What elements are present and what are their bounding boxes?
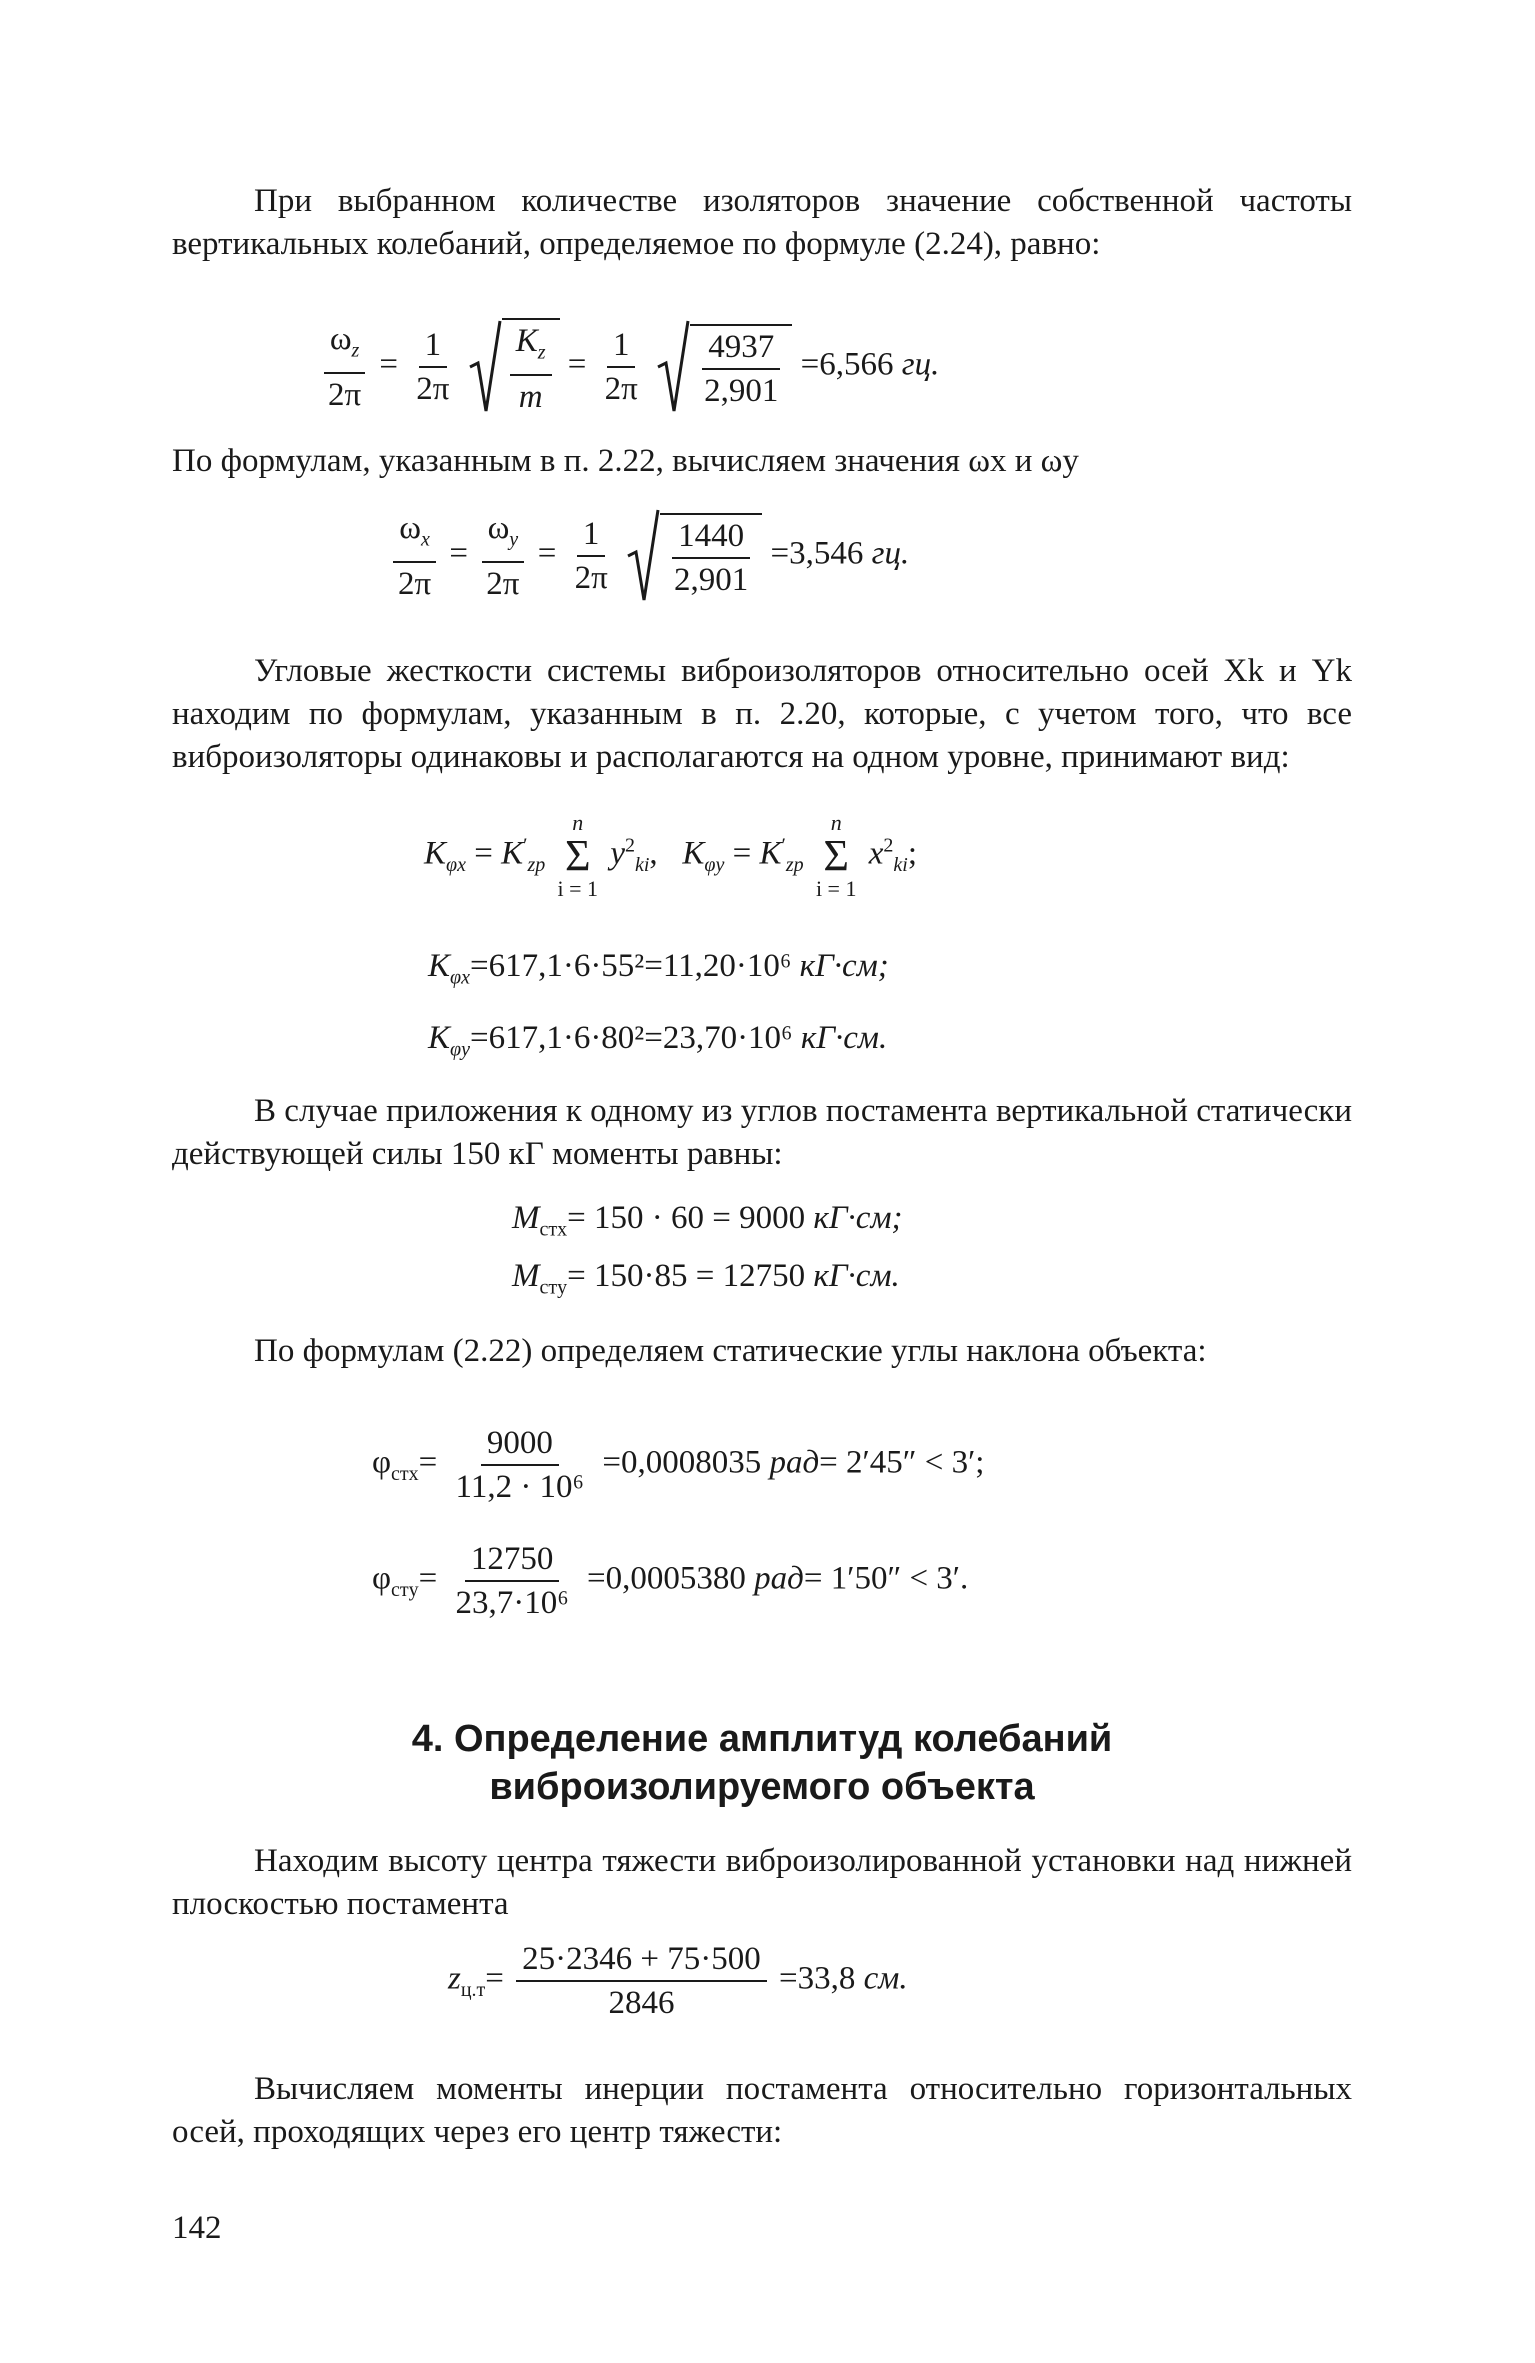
equation-moment-y: $M_{стy}= 150\cdot 85 = 12750$ кГ·см. [512, 1258, 900, 1299]
equation-horizontal-frequency: $\frac{\omega_x}{2\pi}$ = $\frac{\omega_y}{2\pi}$ = $\frac{1}{2\pi}$ $\frac{1440}{2,901}$ =3,546 гц. [388, 508, 909, 604]
equation-stiffness-formulas: $K_{\varphi x} = K'_{zp}$ n Σ i = 1 $y^2_{ki}$, $K_{\varphi y} = K'_{zp}$ n Σ i = 1 $x^2_{ki}$; [424, 810, 917, 901]
radical-sign: $\frac{K_z}{m}$ [468, 318, 560, 416]
paragraph-angular-stiffness: Угловые жесткости системы виброизоляторов относительно осей Xk и Yk находим по формулам, указанным в п. 2.20, которые, с учетом того, что все виброизоляторы одинаковы и располагаются на одном уровне, принимают вид: [172, 653, 1352, 775]
section-heading: 4. Определение амплитуд колебаний виброизолируемого объекта [411, 1718, 1113, 1808]
radical-sign: $\frac{4937}{2,901}$ [656, 319, 792, 415]
paragraph-center-of-gravity: Находим высоту центра тяжести виброизолированной установки над нижней плоскостью постамента [172, 1843, 1352, 1922]
equation-k-phi-y: $K_{\varphi y}=617,1\cdot 6\cdot 80^2=23,70\cdot 10^6$ кГ·см. [428, 1020, 888, 1061]
paragraph-omega-values: По формулам, указанным в п. 2.22, вычисляем значения ωx и ωy [172, 443, 1079, 479]
paragraph-natural-frequency: При выбранном количестве изоляторов значение собственной частоты вертикальных колебаний, определяемое по формуле (2.24), равно: [172, 183, 1352, 262]
equation-center-height: $z_{ц.т}=$ $\frac{25\cdot 2346 + 75\cdot 500}{2846}$ =33,8 см. [448, 1941, 908, 2021]
equation-moment-x: $M_{стx}= 150 \cdot 60 = 9000$ кГ·см; [512, 1200, 903, 1241]
page-number: 142 [172, 2210, 222, 2246]
equation-tilt-y: $\varphi_{стy}=$ $\frac{12750}{\text{23,7·10⁶}}$ =0,0005380 рад= 1′50″ < 3′. [372, 1541, 969, 1621]
paragraph-tilt-angles: По формулам (2.22) определяем статические углы наклона объекта: [254, 1333, 1207, 1369]
equation-vertical-frequency: $\frac{\omega_z}{2\pi}$ = $\frac{1}{2\pi}$ $\frac{K_z}{m}$ = $\frac{1}{2\pi}$ $\frac{4937}{2,901}$ =6,566 гц. [318, 318, 939, 416]
equation-tilt-x: $\varphi_{стx}=$ $\frac{9000}{\text{11,2 · 10⁶}}$ =0,0008035 рад= 2′45″ < 3′; [372, 1425, 985, 1505]
paragraph-moments-of-inertia: Вычисляем моменты инерции постамента относительно горизонтальных осей, проходящих через его центр тяжести: [172, 2071, 1352, 2150]
equation-k-phi-x: $K_{\varphi x}=617,1\cdot 6\cdot 55^2=11,20\cdot 10^6$ кГ·см; [428, 948, 889, 989]
paragraph-moments: В случае приложения к одному из углов постамента вертикальной статически действующей силы 150 кГ моменты равны: [172, 1093, 1352, 1172]
radical-sign: $\frac{1440}{2,901}$ [626, 508, 762, 604]
